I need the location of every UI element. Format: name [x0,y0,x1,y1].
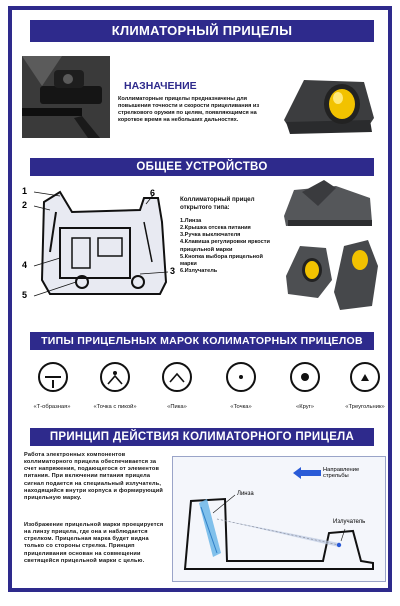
callout-2: 2 [22,200,28,210]
structure-legend [180,196,276,275]
callout-5: 5 [22,290,28,300]
page-title: КЛИМАТОРНЫЙ ПРИЦЕЛЫ [30,20,374,42]
mark-label-triangle: «Треугольник» [345,404,385,410]
dot-reticle-icon [226,362,256,392]
callout-6: 6 [150,188,156,198]
marks-bar: ТИПЫ ПРИЦЕЛЬНЫХ МАРОК КОЛИМАТОРНЫХ ПРИЦЕЛОВ [30,332,374,350]
legend-item-battery-cover: 2.Крышка отсека питания [180,225,251,232]
legend-item-lens: 1.Линза [180,217,202,224]
structure-bar: ОБЩЕЕ УСТРОЙСТВО [30,158,374,176]
chevron-reticle-icon [162,362,192,392]
purpose-heading: НАЗНАЧЕНИЕ [124,80,197,92]
callout-1: 1 [22,186,28,196]
mark-label-dot: «Точка» [230,404,252,410]
rifle-illustration [22,56,110,138]
sight-photos-group [278,176,382,316]
emitter-label: Излучатель [333,519,366,525]
sight-photo-top [274,60,378,140]
callout-4: 4 [22,260,28,270]
structure-caption: Коллиматорный прицел открытого типа: [180,196,255,211]
sight-schematic [20,182,180,310]
schematic-drawing [20,182,180,310]
circle-reticle-icon [290,362,320,392]
t-shaped-reticle-icon [38,362,68,392]
rifle-photo [22,56,110,138]
mark-label-chevron: «Пика» [167,404,187,410]
red-dot-sight-illustration [274,60,378,140]
mark-label-t: «Т-образная» [33,404,71,410]
legend-item-brightness-key: 4.Клавиша регулировки яркости прицельной марки [180,239,270,253]
open-sight-illustration [278,176,382,316]
mark-label-dot-chevron: «Точка с пикой» [93,404,137,410]
fire-direction-label: Направление стрельбы [323,467,360,479]
mark-label-circle: «Круг» [296,404,314,410]
lens-label: Линза [237,491,254,497]
principle-paragraph-2: Изображение прицельной марки проецируется на линзу прицела, где она и наблюдается стрелком. Прицельная марка будет видна только со стороны стрелка. Принцип прицеливания основан на совмещении светящейся прицельной марки с целью. [24,522,164,564]
principle-bar: ПРИНЦИП ДЕЙСТВИЯ КОЛИМАТОРНОГО ПРИЦЕЛА [30,428,374,446]
callout-3: 3 [170,266,176,276]
triangle-reticle-icon [350,362,380,392]
legend-item-switch: 3.Ручка выключателя [180,232,241,239]
poster [8,6,392,592]
legend-item-mark-button: 5.Кнопка выбора прицельной марки [180,253,263,267]
legend-item-emitter: 6.Излучатель [180,267,218,274]
purpose-text: Коллиматорные прицелы предназначены для повышения точности и скорости прицеливания из стрелкового оружия по целям, появляющимся на короткое время на небольших дальностях. [118,96,260,124]
dot-with-chevron-reticle-icon [100,362,130,392]
principle-diagram [172,456,386,582]
principle-paragraph-1: Работа электронных компонентов коллиматорного прицела обеспечивается за счет напряжения, подающегося от элементов питания. При включении питания прицела сигнал подается на специальный излучатель, находящийся внутри корпуса и формирующий прицельную марку. [24,452,164,501]
